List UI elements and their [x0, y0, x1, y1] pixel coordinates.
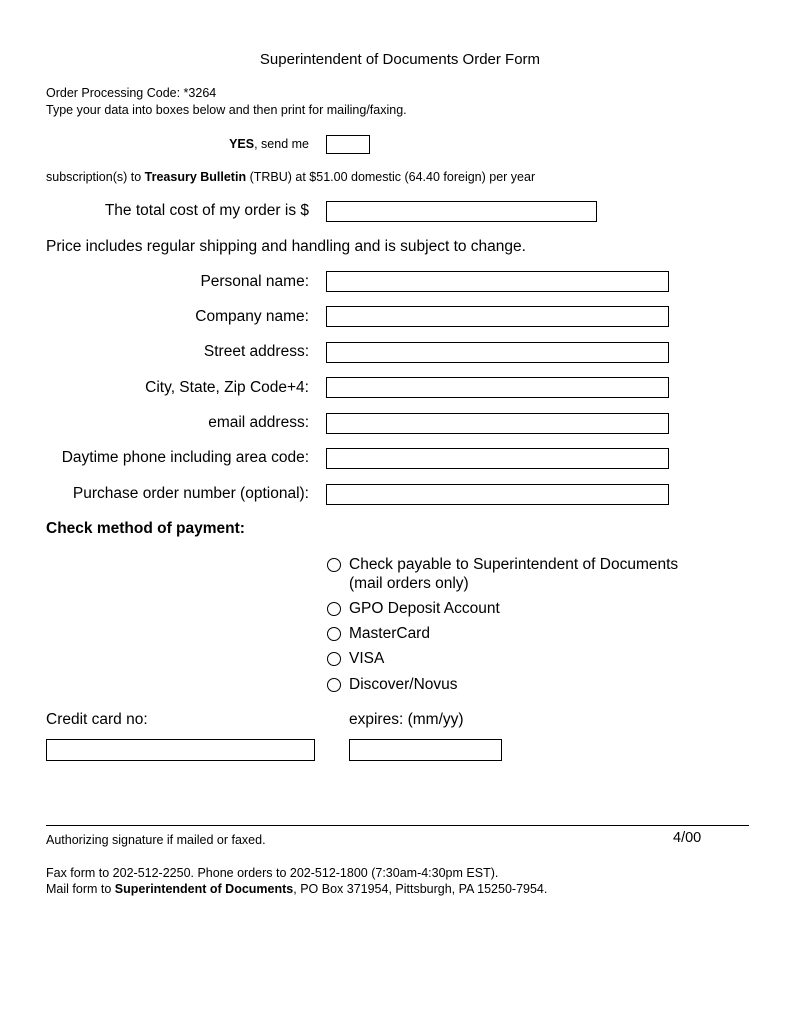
footer-fax: Fax form to 202-512-2250. Phone orders to 202-512-1800 (7:30am-4:30pm EST). — [46, 866, 499, 880]
street-address-label: Street address: — [203, 343, 309, 360]
radio-visa[interactable] — [327, 652, 341, 666]
company-name-label: Company name: — [195, 308, 309, 325]
city-state-zip-label: City, State, Zip Code+4: — [145, 379, 309, 396]
subscription-text — [46, 170, 535, 184]
company-name-input[interactable] — [326, 306, 669, 327]
subscription-post: (TRBU) at $51.00 domestic (64.40 foreign) per year — [246, 170, 536, 184]
phone-label: Daytime phone including area code: — [61, 449, 309, 466]
processing-code: Order Processing Code: *3264 — [46, 86, 217, 100]
footer-mail — [46, 882, 547, 896]
option-discover-label: Discover/Novus — [349, 676, 458, 693]
price-note: Price includes regular shipping and handling and is subject to change. — [46, 238, 526, 255]
phone-input[interactable] — [326, 448, 669, 469]
purchase-order-input[interactable] — [326, 484, 669, 505]
page-title: Superintendent of Documents Order Form — [259, 51, 541, 68]
total-cost-label: The total cost of my order is $ — [104, 202, 309, 219]
credit-card-input[interactable] — [46, 739, 315, 761]
city-state-zip-input[interactable] — [326, 377, 669, 398]
subscription-pre: subscription(s) to — [46, 170, 145, 184]
radio-discover[interactable] — [327, 678, 341, 692]
yes-label — [229, 137, 309, 151]
publication-title: Treasury Bulletin — [144, 170, 247, 184]
credit-card-label: Credit card no: — [46, 711, 148, 728]
radio-check[interactable] — [327, 558, 341, 572]
expires-label: expires: (mm/yy) — [349, 711, 464, 728]
street-address-input[interactable] — [326, 342, 669, 363]
yes-rest: , send me — [254, 137, 309, 151]
instructions: Type your data into boxes below and then print for mailing/faxing. — [46, 103, 407, 117]
mail-recipient: Superintendent of Documents — [114, 882, 294, 896]
email-input[interactable] — [326, 413, 669, 434]
expires-input[interactable] — [349, 739, 502, 761]
radio-gpo-deposit[interactable] — [327, 602, 341, 616]
personal-name-label: Personal name: — [200, 273, 309, 290]
yes-bold: YES — [229, 137, 255, 151]
form-date: 4/00 — [673, 830, 702, 846]
mail-pre: Mail form to — [46, 882, 115, 896]
purchase-order-label: Purchase order number (optional): — [72, 485, 309, 502]
mail-address: , PO Box 371954, Pittsburgh, PA 15250-7954. — [293, 882, 548, 896]
option-visa-label: VISA — [349, 650, 385, 667]
option-gpo-label: GPO Deposit Account — [349, 600, 500, 617]
option-check-label: Check payable to Superintendent of Documents — [349, 556, 679, 573]
signature-line — [46, 825, 749, 826]
option-check-sub: (mail orders only) — [349, 575, 469, 592]
total-cost-input[interactable] — [326, 201, 597, 222]
email-label: email address: — [208, 414, 309, 431]
payment-heading: Check method of payment: — [46, 520, 245, 537]
radio-mastercard[interactable] — [327, 627, 341, 641]
quantity-input[interactable] — [326, 135, 370, 154]
signature-label: Authorizing signature if mailed or faxed. — [46, 833, 266, 847]
personal-name-input[interactable] — [326, 271, 669, 292]
option-mastercard-label: MasterCard — [349, 625, 430, 642]
